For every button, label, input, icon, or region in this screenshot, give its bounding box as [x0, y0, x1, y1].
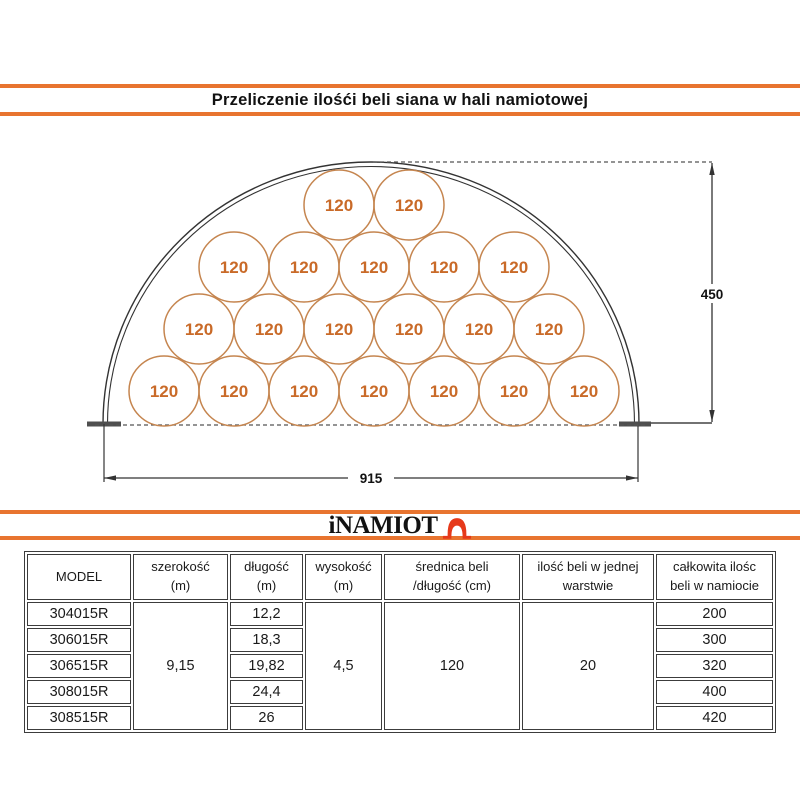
cell-wysokosc-merged: 4,5: [305, 602, 382, 730]
hay-bale-label: 120: [359, 382, 389, 401]
hay-bales-group: [129, 170, 619, 426]
tent-drawing-svg: [0, 116, 800, 510]
hay-bale-label: 120: [394, 320, 424, 339]
logo-text: iNAMIOT: [328, 511, 438, 539]
hay-bale-label: 120: [359, 258, 389, 277]
hay-bale-label: 120: [289, 258, 319, 277]
cell-dlugosc: 12,2: [230, 602, 303, 626]
hay-bale-label: 120: [254, 320, 284, 339]
cell-calkowita: 320: [656, 654, 773, 678]
cell-dlugosc: 26: [230, 706, 303, 730]
hay-bale-label: 120: [324, 320, 354, 339]
cell-model: 308515R: [27, 706, 131, 730]
col-header-wysokosc: wysokość (m): [305, 554, 382, 600]
height-dim-label: 450: [700, 287, 724, 302]
col-header-szerokosc: szerokość (m): [133, 554, 228, 600]
hay-bale-label: 120: [429, 382, 459, 401]
cell-model: 308015R: [27, 680, 131, 704]
hay-bale-label: 120: [429, 258, 459, 277]
cell-srednica-merged: 120: [384, 602, 520, 730]
cell-dlugosc: 19,82: [230, 654, 303, 678]
hay-bale-label: 120: [394, 196, 424, 215]
page-title: Przeliczenie ilośći beli siana w hali namiotowej: [211, 90, 589, 109]
title-band: [0, 84, 800, 116]
col-header-model: MODEL: [27, 554, 131, 600]
cell-calkowita: 200: [656, 602, 773, 626]
cell-model: 306015R: [27, 628, 131, 652]
hay-bale-label: 120: [569, 382, 599, 401]
hay-bale-label: 120: [184, 320, 214, 339]
hay-bale-label: 120: [499, 382, 529, 401]
col-header-dlugosc: długość (m): [230, 554, 303, 600]
height-dimension: [693, 163, 731, 422]
table-header-row: [27, 554, 773, 600]
hay-bale-label: 120: [149, 382, 179, 401]
hay-bale-label: 120: [219, 382, 249, 401]
hay-bale-label: 120: [464, 320, 494, 339]
cell-ilosc-warstwa-merged: 20: [522, 602, 654, 730]
cell-dlugosc: 18,3: [230, 628, 303, 652]
cell-model: 306515R: [27, 654, 131, 678]
hay-bale-label: 120: [499, 258, 529, 277]
cell-calkowita: 420: [656, 706, 773, 730]
hay-bale-label: 120: [534, 320, 564, 339]
hay-bale-label: 120: [324, 196, 354, 215]
width-dim-label: 915: [359, 471, 383, 486]
tent-arch-icon: [442, 513, 472, 540]
width-dimension: [104, 468, 638, 487]
table-row: [27, 602, 773, 626]
hay-bale-label: 120: [289, 382, 319, 401]
spec-table: [24, 551, 776, 733]
cell-dlugosc: 24,4: [230, 680, 303, 704]
cell-calkowita: 400: [656, 680, 773, 704]
tent-diagram: [0, 116, 800, 510]
cell-model: 304015R: [27, 602, 131, 626]
hay-bale-label: 120: [219, 258, 249, 277]
logo-band: [0, 510, 800, 540]
col-header-calkowita: całkowita ilośc beli w namiocie: [656, 554, 773, 600]
col-header-ilosc-warstwa: ilość beli w jednej warstwie: [522, 554, 654, 600]
col-header-srednica: średnica beli /długość (cm): [384, 554, 520, 600]
cell-szerokosc-merged: 9,15: [133, 602, 228, 730]
cell-calkowita: 300: [656, 628, 773, 652]
